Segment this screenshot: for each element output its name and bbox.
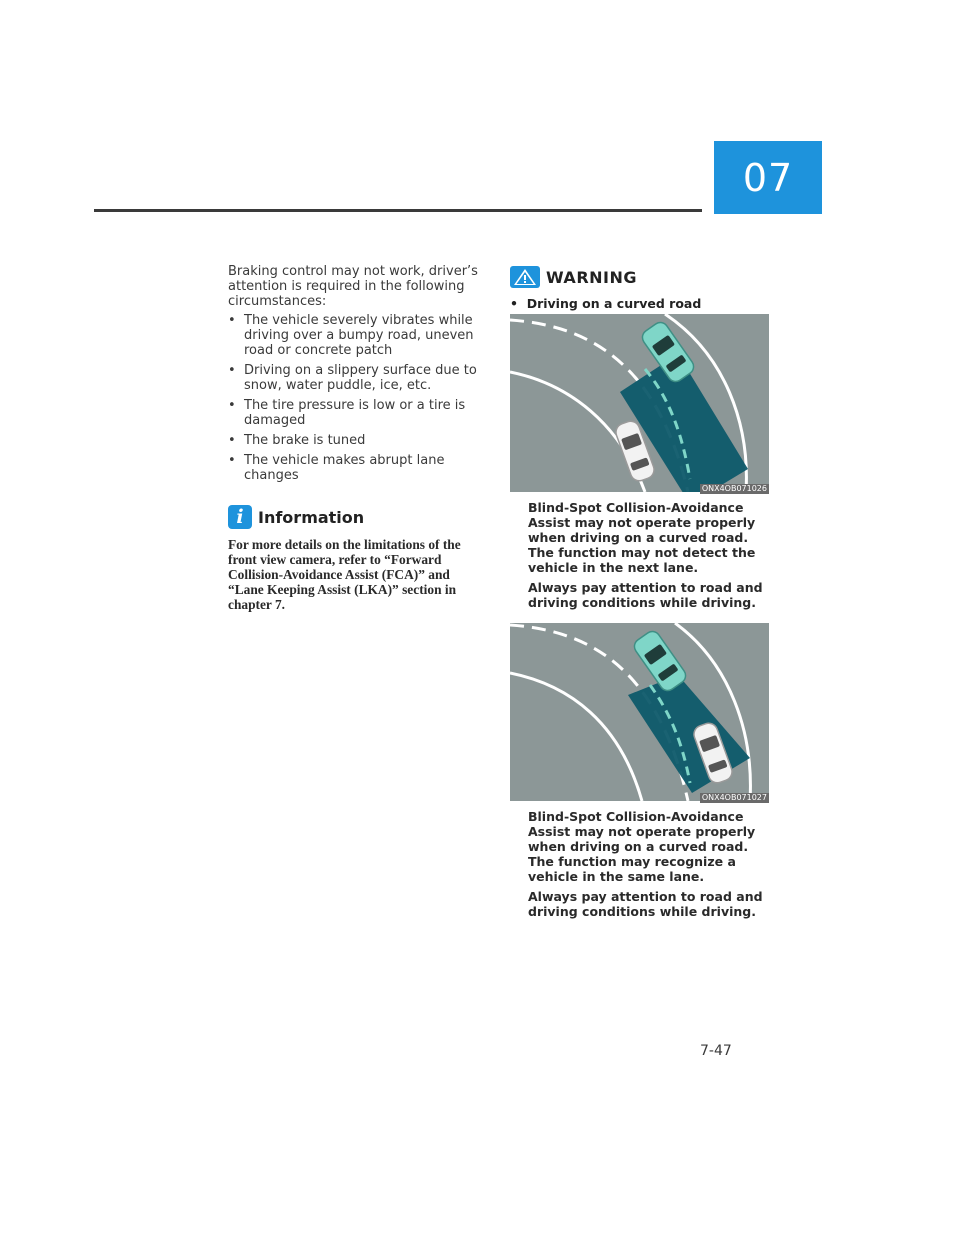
- info-icon: i: [228, 505, 252, 529]
- list-item: • Driving on a slippery surface due to snow, water puddle, ice, etc.: [228, 363, 478, 393]
- road-illustration-2: [510, 623, 769, 801]
- figure-curved-road-1: [510, 314, 769, 492]
- warning-title: WARNING: [546, 267, 637, 287]
- list-item: • The tire pressure is low or a tire is damaged: [228, 398, 478, 428]
- road-illustration-1: [510, 314, 769, 492]
- information-title: Information: [258, 507, 365, 527]
- list-item: • The vehicle severely vibrates while driving over a bumpy road, uneven road or concrete patch: [228, 313, 478, 358]
- figure-caption-2: [528, 809, 768, 924]
- warning-bullet-text: Driving on a curved road: [526, 296, 702, 311]
- figure-code: ONX4OB071026: [701, 484, 767, 493]
- conditions-list: [228, 313, 478, 483]
- chapter-number: 07: [742, 155, 794, 200]
- intro-text: Braking control may not work, driver’s attention is required in the following circumstances:: [228, 264, 478, 309]
- warning-bullet: • Driving on a curved road: [510, 296, 702, 311]
- figure-caption-1: [528, 500, 768, 615]
- information-header: [228, 505, 478, 529]
- header-rule: [94, 209, 702, 212]
- chapter-tab: [714, 141, 822, 214]
- page-number: 7-47: [700, 1043, 732, 1059]
- caption-text: Blind-Spot Collision-Avoidance Assist may not operate properly when driving on a curved road. The function may not detect the vehicle in the next lane.: [528, 500, 756, 575]
- warning-section: [510, 266, 772, 311]
- information-body: For more details on the limitations of the front view camera, refer to “Forward Collision-Avoidance Assist (FCA)” and “Lane Keeping Assist (LKA)” section in chapter 7.: [228, 537, 461, 612]
- warning-icon: [510, 266, 540, 288]
- warning-header: [510, 266, 772, 288]
- list-item: • The vehicle makes abrupt lane changes: [228, 453, 478, 483]
- figure-code: ONX4OB071027: [701, 793, 767, 802]
- caption-text: Blind-Spot Collision-Avoidance Assist may not operate properly when driving on a curved road. The function may recognize a vehicle in the same lane.: [528, 809, 756, 884]
- left-column: [228, 264, 478, 612]
- figure-curved-road-2: [510, 623, 769, 801]
- caption-text: Always pay attention to road and driving conditions while driving.: [528, 889, 763, 919]
- list-item: • The brake is tuned: [228, 433, 478, 448]
- caption-text: Always pay attention to road and driving conditions while driving.: [528, 580, 763, 610]
